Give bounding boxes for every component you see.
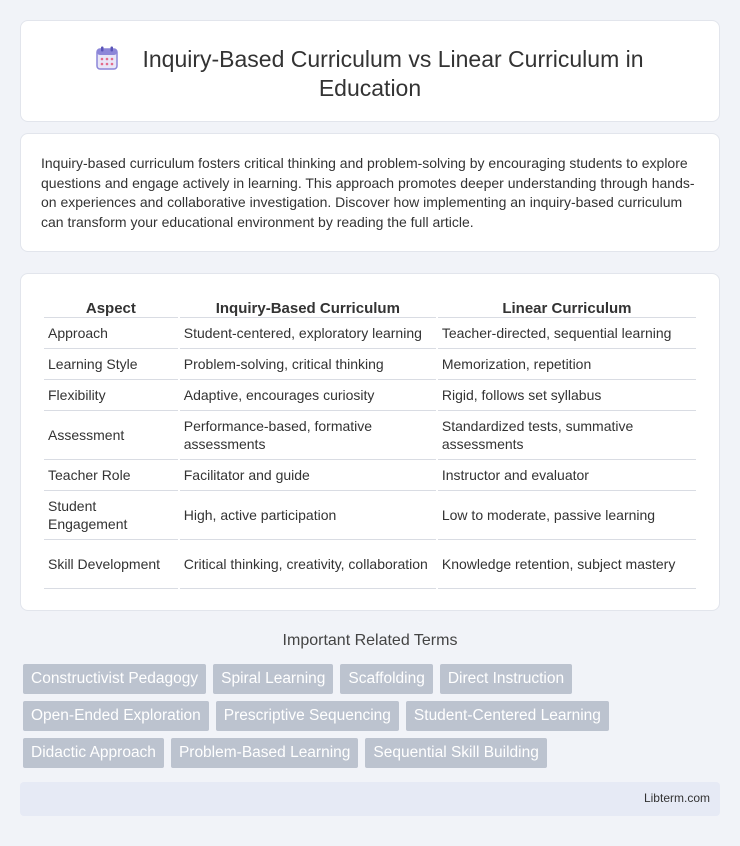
footer-site-link[interactable]: Libterm.com xyxy=(643,791,710,805)
tag-didactic-approach[interactable]: Didactic Approach xyxy=(23,738,164,768)
comparison-table xyxy=(42,296,698,589)
table-cell-linear: Standardized tests, summative assessments xyxy=(438,411,696,460)
tag-row xyxy=(23,738,723,768)
table-cell-inquiry: High, active participation xyxy=(180,491,436,540)
table-header-row xyxy=(44,296,696,318)
table-cell-inquiry: Student-centered, exploratory learning xyxy=(180,318,436,349)
table-header-aspect: Aspect xyxy=(44,296,178,318)
table-cell-aspect: Learning Style xyxy=(44,349,178,380)
intro-card xyxy=(20,133,720,252)
footer xyxy=(20,782,720,816)
table-row xyxy=(44,540,696,589)
comparison-card xyxy=(20,273,720,611)
table-cell-aspect: Flexibility xyxy=(44,380,178,411)
table-cell-linear: Teacher-directed, sequential learning xyxy=(438,318,696,349)
table-header-linear: Linear Curriculum xyxy=(438,296,696,318)
table-cell-linear: Knowledge retention, subject mastery xyxy=(438,540,696,589)
tag-row xyxy=(23,701,723,731)
table-cell-linear: Low to moderate, passive learning xyxy=(438,491,696,540)
intro-paragraph: Inquiry-based curriculum fosters critical thinking and problem-solving by encouraging students to explore questions and engage actively in learning. This approach promotes deeper understanding through hands-on experiences and collaborative investigation. Discover how implementing an inquiry-based curriculum can transform your educational environment by reading the full article. xyxy=(41,155,695,230)
table-cell-inquiry: Facilitator and guide xyxy=(180,460,436,491)
tag-spiral-learning[interactable]: Spiral Learning xyxy=(213,664,333,694)
table-cell-aspect: Skill Development xyxy=(44,540,178,589)
calendar-icon xyxy=(96,46,118,70)
table-cell-inquiry: Critical thinking, creativity, collaboration xyxy=(180,540,436,589)
page-title: Inquiry-Based Curriculum vs Linear Curriculum in Education xyxy=(142,46,644,101)
table-row xyxy=(44,349,696,380)
tag-row xyxy=(23,664,723,694)
table-row xyxy=(44,460,696,491)
table-row xyxy=(44,491,696,540)
tag-direct-instruction[interactable]: Direct Instruction xyxy=(440,664,572,694)
table-cell-linear: Instructor and evaluator xyxy=(438,460,696,491)
tag-sequential-skill-building[interactable]: Sequential Skill Building xyxy=(365,738,546,768)
table-header-inquiry: Inquiry-Based Curriculum xyxy=(180,296,436,318)
table-row xyxy=(44,318,696,349)
table-cell-inquiry: Adaptive, encourages curiosity xyxy=(180,380,436,411)
table-cell-aspect: Student Engagement xyxy=(44,491,178,540)
related-terms-title: Important Related Terms xyxy=(282,632,458,649)
table-cell-linear: Rigid, follows set syllabus xyxy=(438,380,696,411)
table-cell-inquiry: Problem-solving, critical thinking xyxy=(180,349,436,380)
tag-scaffolding[interactable]: Scaffolding xyxy=(340,664,432,694)
table-cell-aspect: Assessment xyxy=(44,411,178,460)
tag-problem-based-learning[interactable]: Problem-Based Learning xyxy=(171,738,358,768)
table-cell-aspect: Approach xyxy=(44,318,178,349)
tag-constructivist-pedagogy[interactable]: Constructivist Pedagogy xyxy=(23,664,206,694)
table-row xyxy=(44,411,696,460)
table-cell-aspect: Teacher Role xyxy=(44,460,178,491)
tag-student-centered-learning[interactable]: Student-Centered Learning xyxy=(406,701,609,731)
title-card xyxy=(20,20,720,122)
related-terms-tags xyxy=(23,664,723,775)
page-title-wrap xyxy=(21,45,719,103)
tag-prescriptive-sequencing[interactable]: Prescriptive Sequencing xyxy=(216,701,399,731)
tag-open-ended-exploration[interactable]: Open-Ended Exploration xyxy=(23,701,209,731)
table-cell-linear: Memorization, repetition xyxy=(438,349,696,380)
table-cell-inquiry: Performance-based, formative assessments xyxy=(180,411,436,460)
table-row xyxy=(44,380,696,411)
